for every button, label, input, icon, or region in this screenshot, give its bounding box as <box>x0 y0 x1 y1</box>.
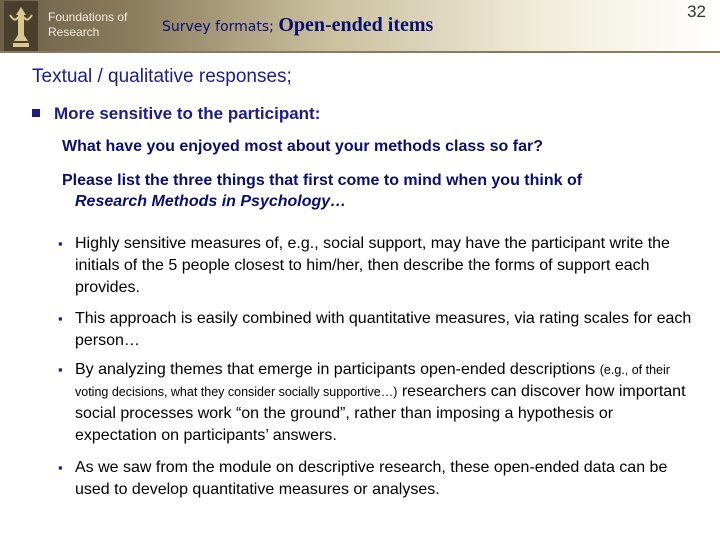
sub-point-4-text: As we saw from the module on descriptive research, these open-ended data can be used to develop quantitative measures or analyses. <box>75 459 668 498</box>
example-question-2-line1: Please list the three things that first come to mind when you think of <box>62 172 583 189</box>
sub-point-2 <box>58 308 698 352</box>
small-square-bullet-icon: ▪ <box>58 311 63 326</box>
slide-header <box>0 0 720 52</box>
sub-point-3-part-a: By analyzing themes that emerge in participants open-ended descriptions <box>75 361 596 378</box>
course-name-line2: Research <box>48 25 100 39</box>
example-question-2 <box>62 170 702 212</box>
sub-point-4 <box>58 457 698 501</box>
example-question-2-line2: Research Methods in Psychology… <box>75 193 347 210</box>
slide-title-prefix: Survey formats; <box>162 19 274 35</box>
page-number: 32 <box>687 2 706 21</box>
slide-title <box>162 14 433 37</box>
course-name-line1: Foundations of <box>48 10 128 24</box>
sub-point-2-text: This approach is easily combined with quantitative measures, via rating scales for each person… <box>75 310 692 349</box>
sub-point-3 <box>58 359 698 447</box>
sub-point-3-example: (e.g., of their voting decisions, what they consider socially supportive…) <box>75 363 670 399</box>
sub-point-1 <box>58 233 698 299</box>
main-bullet-label: More sensitive to the participant: <box>54 104 321 123</box>
square-bullet-icon <box>32 109 40 117</box>
sub-point-3-part-b: researchers can discover how important social processes work “on the ground”, rather than imposing a hypothesis or expectation on participants’ answers. <box>75 383 686 444</box>
main-bullet <box>32 104 320 124</box>
small-square-bullet-icon: ▪ <box>58 460 63 475</box>
small-square-bullet-icon: ▪ <box>58 362 63 377</box>
sub-point-3-text <box>58 359 698 447</box>
sub-point-1-text: Highly sensitive measures of, e.g., social support, may have the participant write the initials of the 5 people closest to him/her, then describe the forms of support each provides. <box>75 235 670 296</box>
example-question-1: What have you enjoyed most about your methods class so far? <box>62 138 543 155</box>
header-divider <box>0 51 720 53</box>
slide-title-main: Open-ended items <box>278 14 434 36</box>
course-name <box>48 10 148 40</box>
small-square-bullet-icon: ▪ <box>58 236 63 251</box>
crest-logo-icon <box>4 1 38 51</box>
section-heading: Textual / qualitative responses; <box>32 66 292 87</box>
